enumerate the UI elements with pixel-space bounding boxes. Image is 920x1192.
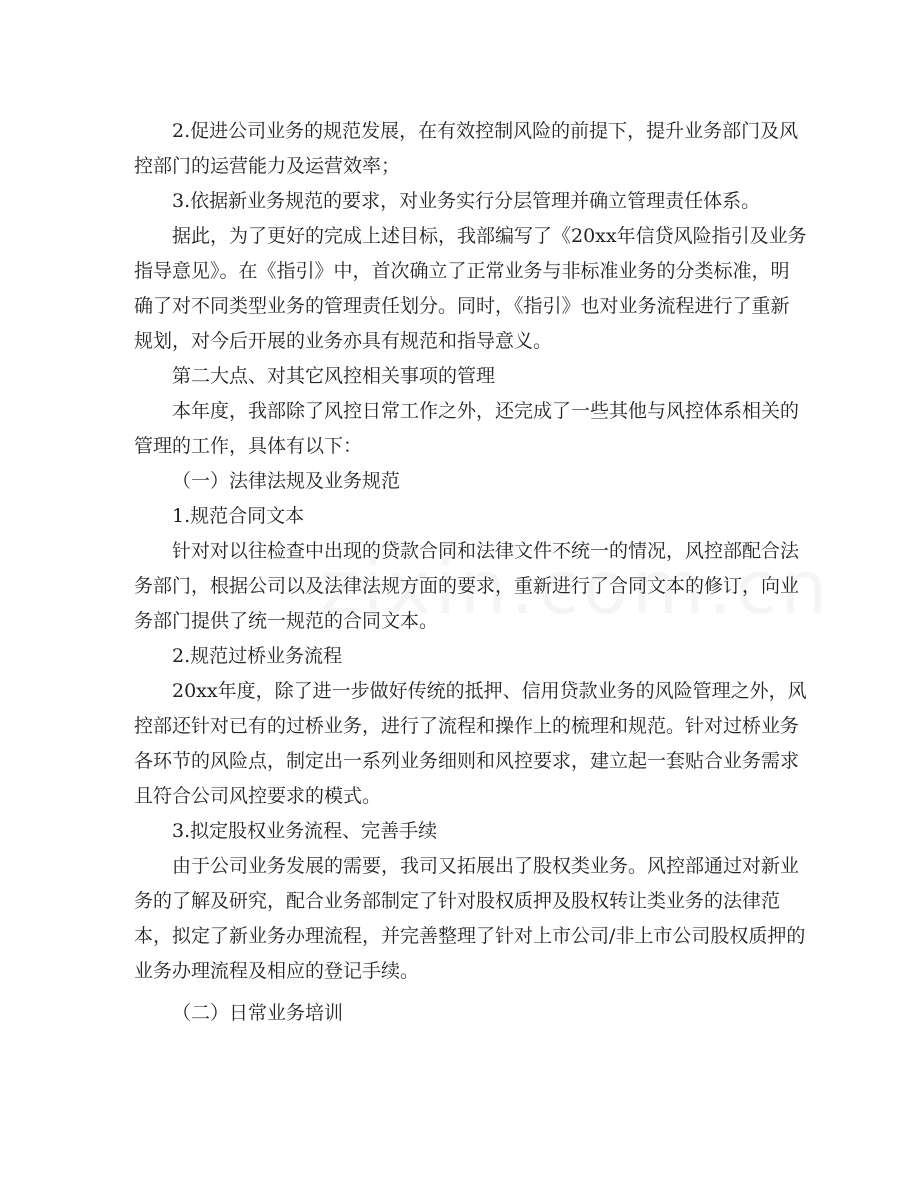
item-heading <box>172 814 792 849</box>
text-line: 针对对以往检查中出现的贷款合同和法律文件不统一的情况，风控部配合法 <box>172 540 800 562</box>
text-line: 务部门，根据公司以及法律法规方面的要求，重新进行了合同文本的修订，向业 <box>134 575 800 597</box>
text-line: 20xx年度，除了进一步做好传统的抵押、信用贷款业务的风险管理之外，风 <box>172 680 807 702</box>
text-line: 本，拟定了新业务办理流程，并完善整理了针对上市公司/非上市公司股权质押的 <box>134 925 806 947</box>
text-line: 务的了解及研究，配合业务部制定了针对股权质押及股权转让类业务的法律范 <box>134 890 781 912</box>
subsection-heading <box>172 996 792 1031</box>
text-line: 由于公司业务发展的需要，我司又拓展出了股权类业务。风控部通过对新业 <box>172 855 800 877</box>
text-line: 控部门的运营能力及运营效率； <box>134 155 401 177</box>
subsection-heading <box>172 464 792 499</box>
text-line: （一）法律法规及业务规范 <box>172 470 401 492</box>
text-line: 3.依据新业务规范的要求，对业务实行分层管理并确立管理责任体系。 <box>172 190 761 212</box>
text-line: 3.拟定股权业务流程、完善手续 <box>172 820 438 842</box>
text-line: 规划，对今后开展的业务亦具有规范和指导意义。 <box>134 330 553 352</box>
paragraph <box>172 184 792 219</box>
text-line: 1.规范合同文本 <box>172 505 305 527</box>
document-body <box>134 114 807 1031</box>
text-line: 2.促进公司业务的规范发展，在有效控制风险的前提下，提升业务部门及风 <box>172 120 799 142</box>
paragraph <box>134 114 799 184</box>
text-line: 管理的工作，具体有以下： <box>134 435 363 457</box>
text-line: 控部还针对已有的过桥业务，进行了流程和操作上的梳理和规范。针对过桥业务 <box>134 715 800 737</box>
text-line: 且符合公司风控要求的模式。 <box>134 785 382 807</box>
text-line: 确了对不同类型业务的管理责任划分。同时，《指引》也对业务流程进行了重新 <box>134 295 790 317</box>
paragraph <box>134 394 800 464</box>
text-line: 本年度，我部除了风控日常工作之外，还完成了一些其他与风控体系相关的 <box>172 400 800 422</box>
text-line: 指导意见》。在《指引》中，首次确立了正常业务与非标准业务的分类标准，明 <box>134 260 790 282</box>
text-line: （二）日常业务培训 <box>172 1002 344 1024</box>
paragraph <box>134 674 807 814</box>
text-line: 务部门提供了统一规范的合同文本。 <box>134 610 439 632</box>
section-heading <box>172 359 792 394</box>
item-heading <box>172 499 792 534</box>
text-line: 第二大点、对其它风控相关事项的管理 <box>172 365 496 387</box>
item-heading <box>172 639 792 674</box>
paragraph <box>134 849 806 989</box>
text-line: 2.规范过桥业务流程 <box>172 645 343 667</box>
text-line: 据此，为了更好的完成上述目标，我部编写了《20xx年信贷风险指引及业务 <box>172 225 807 247</box>
paragraph <box>134 534 800 639</box>
paragraph <box>134 219 807 359</box>
text-line: 业务办理流程及相应的登记手续。 <box>134 960 420 982</box>
text-line: 各环节的风险点，制定出一系列业务细则和风控要求，建立起一套贴合业务需求 <box>134 750 800 772</box>
